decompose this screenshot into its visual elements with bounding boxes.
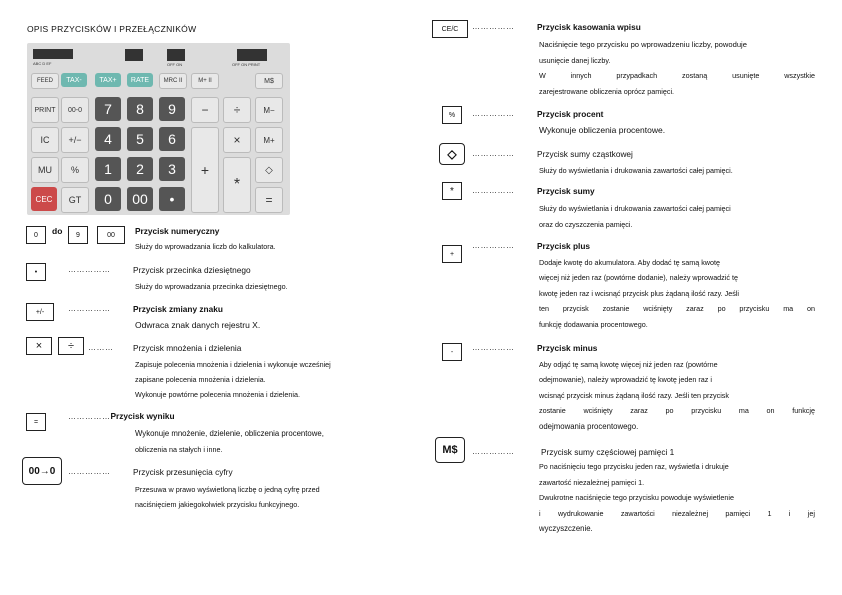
photo-key-1: 1 xyxy=(95,157,121,181)
decimal-heading: Przycisk przecinka dziesiętnego xyxy=(133,265,251,275)
key-divide: ÷ xyxy=(58,337,84,355)
plus-desc-3: kwotę jeden raz i wcisnąć przycisk plus żądaną ilość razy. Jeśli xyxy=(539,289,739,298)
sign-dots: …………… xyxy=(68,304,111,313)
numeric-desc: Służy do wprowadzania liczb do kalkulatora. xyxy=(135,242,276,251)
key-minus: - xyxy=(442,343,462,361)
memory-desc-4: i wydrukowanie zawartości niezależnej pamięci 1 i jej xyxy=(539,509,815,518)
plus-heading: Przycisk plus xyxy=(537,241,591,251)
memory-desc-5: wyczyszczenie. xyxy=(539,524,593,533)
clear-desc-2: usunięcie danej liczby. xyxy=(539,56,611,65)
muldiv-desc-1: Zapisuje polecenia mnożenia i dzielenia i wykonuje wcześniej xyxy=(135,360,331,369)
photo-key-mu: MU xyxy=(31,157,59,183)
plus-desc-1: Dodaje kwotę do akumulatora. Aby dodać tę samą kwotę xyxy=(539,258,720,267)
clear-heading: Przycisk kasowania wpisu xyxy=(537,22,641,32)
minus-desc-3: wcisnąć przycisk minus żądaną ilość razy. Jeśli ten przycisk xyxy=(539,391,729,400)
photo-key-divide: ÷ xyxy=(223,97,251,123)
minus-heading: Przycisk minus xyxy=(537,343,598,353)
key-9: 9 xyxy=(68,226,88,244)
result-desc-1: Wykonuje mnożenie, dzielenie, obliczenia procentowe, xyxy=(135,429,324,438)
key-multiply: × xyxy=(26,337,52,355)
subtotal-heading: Przycisk sumy cząstkowej xyxy=(537,149,633,159)
memory-heading: Przycisk sumy częściowej pamięci 1 xyxy=(541,447,675,457)
photo-key-mplus2: M+ II xyxy=(191,73,219,89)
total-desc-2: oraz do czyszczenia pamięci. xyxy=(539,220,633,229)
result-dots xyxy=(68,411,175,421)
total-dots: …………… xyxy=(472,186,515,195)
numeric-heading: Przycisk numeryczny xyxy=(135,226,220,236)
photo-key-tax-plus: TAX+ xyxy=(95,73,121,87)
switch-label-1: ABC D EF xyxy=(33,61,52,66)
subtotal-desc: Służy do wyświetlania i drukowania zawartości całej pamięci. xyxy=(539,166,733,175)
total-desc-1: Służy do wyświetlania i drukowania zawartości całej pamięci xyxy=(539,204,731,213)
decimal-desc: Służy do wprowadzania przecinka dziesiętnego. xyxy=(135,282,288,291)
minus-dots: …………… xyxy=(472,343,515,352)
photo-key-00: 00 xyxy=(127,187,153,211)
photo-key-shift: 00-0 xyxy=(61,97,89,123)
key-memory-sum: M$ xyxy=(435,437,465,463)
photo-key-cec: CEC xyxy=(31,187,57,211)
photo-key-percent: % xyxy=(61,157,89,183)
sign-desc: Odwraca znak danych rejestru X. xyxy=(135,320,261,330)
clear-desc-4: zarejestrowane obliczenia oprócz pamięci. xyxy=(539,87,675,96)
photo-key-print: PRINT xyxy=(31,97,59,123)
key-plus: + xyxy=(442,245,462,263)
key-shift: 00→0 xyxy=(22,457,62,485)
minus-desc-5: odejmowania procentowego. xyxy=(539,422,639,431)
shift-heading: Przycisk przesunięcia cyfry xyxy=(133,467,233,477)
shift-desc-1: Przesuwa w prawo wyświetloną liczbę o jedną cyfrę przed xyxy=(135,485,320,494)
percent-desc: Wykonuje obliczenia procentowe. xyxy=(539,125,666,135)
decimal-dots: …………… xyxy=(68,265,111,274)
switch-4 xyxy=(237,49,267,61)
switch-label-2: OFF ON xyxy=(167,62,183,67)
minus-desc-4: zostanie wciśnięty zaraz po przycisku ma on funkcję xyxy=(539,406,815,415)
photo-key-ic: IC xyxy=(31,127,59,153)
photo-key-7: 7 xyxy=(95,97,121,121)
key-equals: = xyxy=(26,413,46,431)
total-heading: Przycisk sumy xyxy=(537,186,595,196)
clear-desc-3: W innych przypadkach zostaną usunięte wszystkie xyxy=(539,71,815,80)
photo-key-equals: = xyxy=(255,187,283,213)
photo-key-8: 8 xyxy=(127,97,153,121)
muldiv-heading: Przycisk mnożenia i dzielenia xyxy=(133,343,242,353)
sign-heading: Przycisk zmiany znaku xyxy=(133,304,223,314)
plus-desc-4: ten przycisk zostanie wciśnięty zaraz po przycisku ma on xyxy=(539,304,815,313)
switch-label-3: OFF ON PRINT xyxy=(232,62,261,67)
photo-key-dot: • xyxy=(159,187,185,211)
photo-key-mplus: M+ xyxy=(255,127,283,153)
photo-key-4: 4 xyxy=(95,127,121,151)
memory-dots: …………… xyxy=(472,447,515,456)
key-sign: +/- xyxy=(26,303,54,321)
photo-key-rate: RATE xyxy=(127,73,153,87)
key-total: * xyxy=(442,182,462,200)
photo-key-9: 9 xyxy=(159,97,185,121)
key-ce-c: CE/C xyxy=(432,20,468,38)
muldiv-desc-2: zapisane polecenia mnożenia i dzielenia. xyxy=(135,375,266,384)
switch-3 xyxy=(167,49,185,61)
result-dots-text: …………… xyxy=(68,412,111,421)
plus-desc-5: funkcję dodawania procentowego. xyxy=(539,320,648,329)
switch-2 xyxy=(125,49,143,61)
memory-desc-3: Dwukrotne naciśnięcie tego przycisku powoduje wyświetlenie xyxy=(539,493,734,502)
clear-desc-1: Naciśnięcie tego przycisku po wprowadzeniu liczby, powoduje xyxy=(539,40,747,49)
photo-key-gt: GT xyxy=(61,187,89,213)
shift-dots: …………… xyxy=(68,467,111,476)
photo-key-plus: + xyxy=(191,127,219,213)
display-switch xyxy=(33,49,73,59)
calculator-photo xyxy=(27,43,290,215)
photo-key-multiply: × xyxy=(223,127,251,153)
range-connector: do xyxy=(52,226,63,236)
key-percent: % xyxy=(442,106,462,124)
clear-dots: …………… xyxy=(472,22,515,31)
subtotal-dots: …………… xyxy=(472,149,515,158)
photo-key-3: 3 xyxy=(159,157,185,181)
photo-key-sign: +/− xyxy=(61,127,89,153)
page-title: OPIS PRZYCISKÓW I PRZEŁĄCZNIKÓW xyxy=(27,24,197,34)
photo-key-2: 2 xyxy=(127,157,153,181)
photo-key-mrc: MRC II xyxy=(159,73,187,89)
memory-desc-2: zawartość niezależnej pamięci 1. xyxy=(539,478,645,487)
plus-desc-2: więcej niż jeden raz (powtórne dodanie), należy wprowadzić tę xyxy=(539,273,738,282)
photo-key-6: 6 xyxy=(159,127,185,151)
muldiv-desc-3: Wykonuje powtórne polecenia mnożenia i dzielenia. xyxy=(135,390,300,399)
photo-key-0: 0 xyxy=(95,187,121,211)
key-0: 0 xyxy=(26,226,46,244)
percent-heading: Przycisk procent xyxy=(537,109,604,119)
percent-dots: …………… xyxy=(472,109,515,118)
photo-key-mminus: M− xyxy=(255,97,283,123)
photo-key-5: 5 xyxy=(127,127,153,151)
shift-desc-2: naciśnięciem jakiegokolwiek przycisku funkcyjnego. xyxy=(135,500,300,509)
key-subtotal: ◇ xyxy=(439,143,465,165)
key-decimal: • xyxy=(26,263,46,281)
minus-desc-1: Aby odjąć tę samą kwotę więcej niż jeden raz (powtórne xyxy=(539,360,718,369)
key-00: 00 xyxy=(97,226,125,244)
photo-key-feed: FEED xyxy=(31,73,59,89)
photo-key-minus: − xyxy=(191,97,219,123)
result-desc-2: obliczenia na stałych i inne. xyxy=(135,445,223,454)
photo-key-subtotal: ◇ xyxy=(255,157,283,183)
photo-key-tax-minus: TAX- xyxy=(61,73,87,87)
muldiv-dots: ……… xyxy=(88,343,114,352)
result-heading: Przycisk wyniku xyxy=(110,411,175,421)
photo-key-msum: M$ xyxy=(255,73,283,89)
plus-dots: …………… xyxy=(472,241,515,250)
photo-key-total: * xyxy=(223,157,251,213)
minus-desc-2: odejmowanie), należy wprowadzić tę kwotę jeden raz i xyxy=(539,375,712,384)
memory-desc-1: Po naciśnięciu tego przycisku jeden raz, wyświetla i drukuje xyxy=(539,462,729,471)
